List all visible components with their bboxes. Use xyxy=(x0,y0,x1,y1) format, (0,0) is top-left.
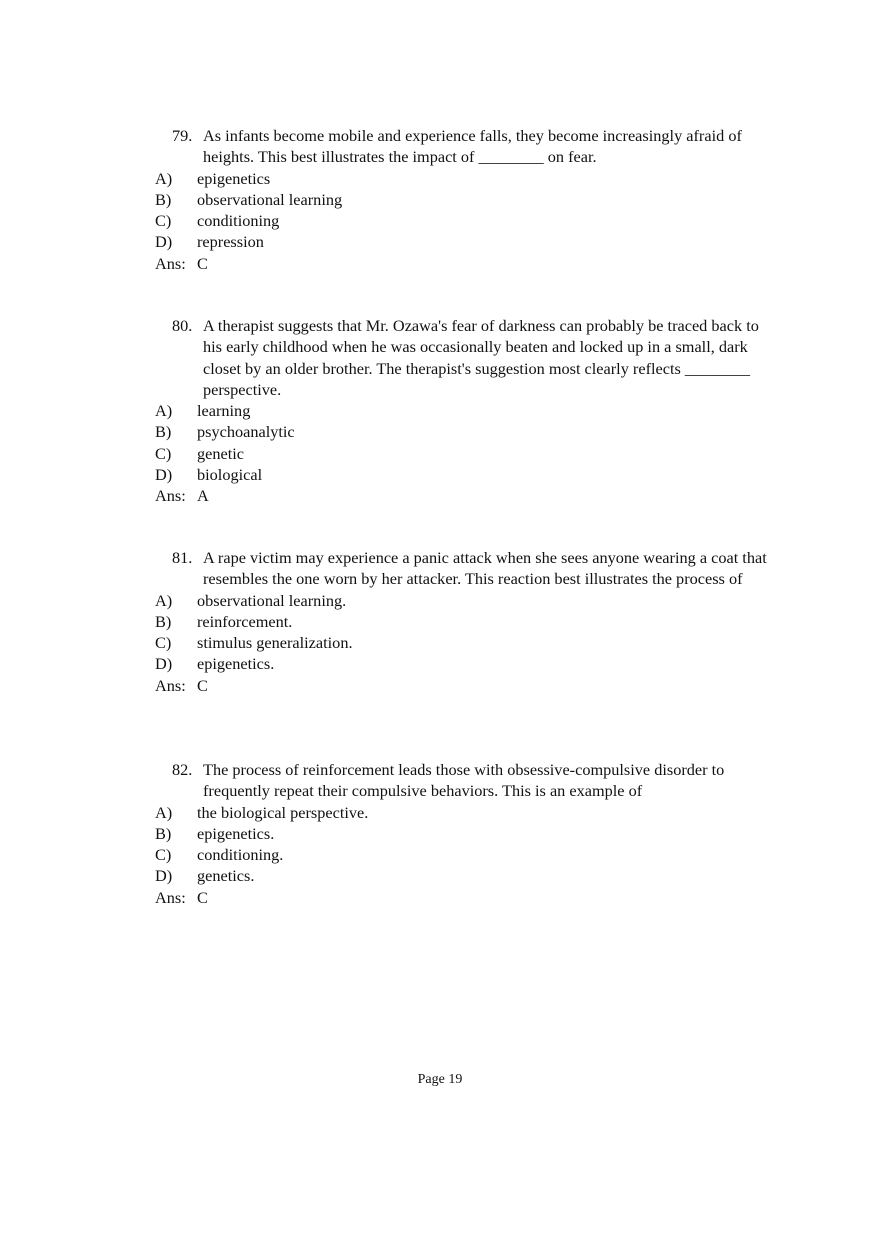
question-text: As infants become mobile and experience falls, they become increasingly afraid of heights. This best illustrates the impact of ________ on fear. xyxy=(203,126,742,167)
option-text: epigenetics. xyxy=(197,654,275,674)
question-81 xyxy=(155,547,775,696)
option-text: learning xyxy=(197,401,251,421)
option-b xyxy=(155,611,775,632)
question-stem xyxy=(155,759,775,802)
option-d xyxy=(155,865,775,886)
option-text: reinforcement. xyxy=(197,611,293,631)
option-text: genetics. xyxy=(197,866,255,886)
option-letter: D) xyxy=(155,866,173,886)
option-letter: B) xyxy=(155,189,172,209)
option-letter: B) xyxy=(155,823,172,843)
answer-line xyxy=(155,485,775,506)
option-a xyxy=(155,168,775,189)
question-80 xyxy=(155,315,775,507)
answer-label: Ans: xyxy=(155,253,186,273)
option-letter: C) xyxy=(155,633,172,653)
answer-value: A xyxy=(197,486,209,506)
option-a xyxy=(155,590,775,611)
question-stem xyxy=(155,125,775,168)
question-number: 81. xyxy=(172,548,193,567)
answer-value: C xyxy=(197,675,208,695)
option-letter: C) xyxy=(155,845,172,865)
option-letter: A) xyxy=(155,590,173,610)
option-text: observational learning. xyxy=(197,590,347,610)
question-stem xyxy=(155,547,775,590)
answer-label: Ans: xyxy=(155,486,186,506)
option-c xyxy=(155,210,775,231)
option-letter: C) xyxy=(155,211,172,231)
option-text: observational learning xyxy=(197,189,343,209)
option-d xyxy=(155,653,775,674)
option-b xyxy=(155,189,775,210)
answer-value: C xyxy=(197,253,208,273)
option-a xyxy=(155,802,775,823)
option-d xyxy=(155,231,775,252)
answer-line xyxy=(155,887,775,908)
option-letter: D) xyxy=(155,654,173,674)
question-number: 82. xyxy=(172,760,193,779)
option-text: biological xyxy=(197,465,263,485)
answer-label: Ans: xyxy=(155,675,186,695)
option-text: epigenetics. xyxy=(197,823,275,843)
option-text: conditioning xyxy=(197,211,280,231)
question-stem xyxy=(155,315,775,400)
option-text: stimulus generalization. xyxy=(197,633,353,653)
option-text: repression xyxy=(197,232,264,252)
answer-line xyxy=(155,253,775,274)
question-number: 80. xyxy=(172,316,193,335)
question-text: The process of reinforcement leads those with obsessive-compulsive disorder to frequently repeat their compulsive behaviors. This is an example of xyxy=(203,760,725,801)
option-b xyxy=(155,823,775,844)
option-d xyxy=(155,464,775,485)
option-letter: B) xyxy=(155,611,172,631)
option-text: psychoanalytic xyxy=(197,422,295,442)
option-c xyxy=(155,844,775,865)
answer-label: Ans: xyxy=(155,887,186,907)
question-text: A rape victim may experience a panic attack when she sees anyone wearing a coat that resembles the one worn by her attacker. This reaction best illustrates the process of xyxy=(203,548,767,589)
option-c xyxy=(155,443,775,464)
question-text: A therapist suggests that Mr. Ozawa's fear of darkness can probably be traced back to his early childhood when he was occasionally beaten and locked up in a small, dark closet by an older brother. The therapist's suggestion most clearly reflects ________ perspective. xyxy=(203,316,759,399)
option-letter: C) xyxy=(155,443,172,463)
question-number: 79. xyxy=(172,126,193,145)
option-text: conditioning. xyxy=(197,845,284,865)
option-text: the biological perspective. xyxy=(197,802,369,822)
answer-value: C xyxy=(197,887,208,907)
option-b xyxy=(155,421,775,442)
option-text: epigenetics xyxy=(197,168,271,188)
option-letter: B) xyxy=(155,422,172,442)
option-letter: A) xyxy=(155,168,173,188)
option-letter: A) xyxy=(155,802,173,822)
question-79 xyxy=(155,125,775,274)
page-number: Page 19 xyxy=(417,1072,463,1087)
option-letter: D) xyxy=(155,465,173,485)
answer-line xyxy=(155,675,775,696)
option-letter: A) xyxy=(155,401,173,421)
option-c xyxy=(155,632,775,653)
question-82 xyxy=(155,759,775,908)
option-letter: D) xyxy=(155,232,173,252)
option-text: genetic xyxy=(197,443,245,463)
option-a xyxy=(155,400,775,421)
